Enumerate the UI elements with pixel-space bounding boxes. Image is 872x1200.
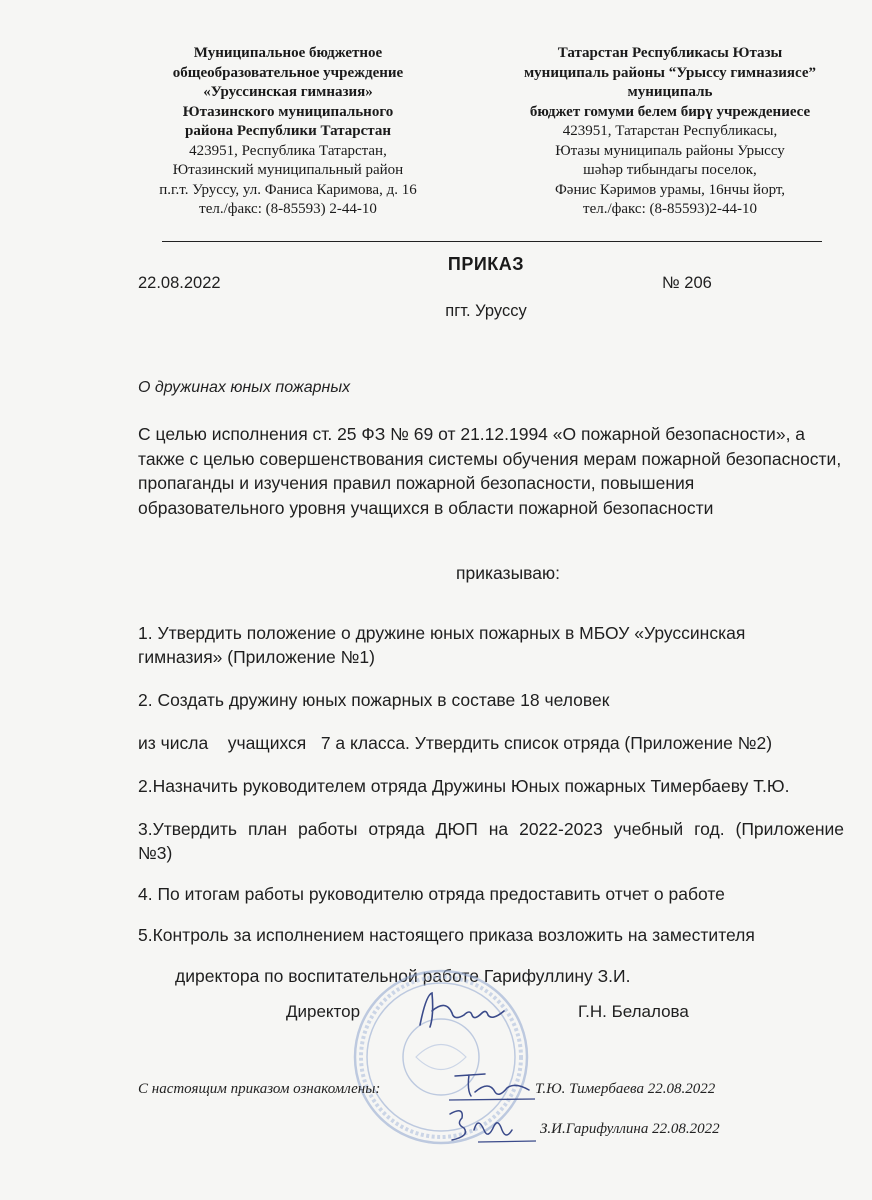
header-left-line: района Республики Татарстан <box>185 123 391 139</box>
item-4-line-2: №3) <box>138 843 173 863</box>
item-4-line-1: 3.Утвердить план работы отряда ДЮП на 2022-2023 учебный год. (Приложение <box>138 819 844 839</box>
header-left <box>118 44 458 220</box>
header-right-line: муниципаль районы “Урыссу гимназиясе” <box>523 64 817 81</box>
header-right-line: Ютазы муниципаль районы Урыссу <box>555 142 785 159</box>
item-1-line-2: гимназия» (Приложение №1) <box>138 647 375 667</box>
order-date: 22.08.2022 <box>138 274 221 292</box>
item-1-line-1: 1. Утвердить положение о дружине юных пожарных в МБОУ «Уруссинская <box>138 623 746 643</box>
item-2-line-1: 2. Создать дружину юных пожарных в составе 18 человек <box>138 690 610 710</box>
order-number: № 206 <box>662 274 712 292</box>
header-right-line: Татарстан Республикасы Ютазы <box>557 45 783 61</box>
header-left-line: п.г.т. Уруссу, ул. Фаниса Каримова, д. 16 <box>159 181 417 198</box>
header-right-line: шәһәр тибындагы поселок, <box>583 162 757 178</box>
header-left-line: общеобразовательное учреждение <box>172 64 404 81</box>
signature-name: Г.Н. Белалова <box>578 1002 689 1021</box>
item-3: 2.Назначить руководителем отряда Дружины Юных пожарных Тимербаеву Т.Ю. <box>138 776 790 796</box>
header-left-line: 423951, Республика Татарстан, <box>189 142 387 159</box>
item-5: 4. По итогам работы руководителю отряда предоставить отчет о работе <box>138 884 725 904</box>
item-6-line-2: директора по воспитательной работе Гарифуллину З.И. <box>175 966 631 986</box>
header-right-line: бюджет гомуми белем бирү учреждениесе <box>529 103 811 120</box>
header-right-line: муниципаль <box>627 84 713 100</box>
header-left-line: Муниципальное бюджетное <box>193 45 383 61</box>
item-2-line-2: из числа учащихся 7 а класса. Утвердить список отряда (Приложение №2) <box>138 733 773 753</box>
acknowledgement-person-2: З.И.Гарифуллина 22.08.2022 <box>540 1121 720 1137</box>
header-right-line: Фәнис Кәримов урамы, 16нчы йорт, <box>554 181 786 198</box>
order-place: пгт. Уруссу <box>445 302 527 320</box>
signature-position: Директор <box>286 1002 361 1021</box>
preamble-paragraph: С целью исполнения ст. 25 ФЗ № 69 от 21.12.1994 «О пожарной безопасности», а также с целью совершенствования системы обучения мерам пожарной безопасности, пропаганды и изучения правил пожарной безопасности, повышения образовательного уровня учащихся в области пожарной безопасности <box>138 424 842 518</box>
item-6-line-1: 5.Контроль за исполнением настоящего приказа возложить на заместителя <box>138 925 755 945</box>
header-left-line: «Уруссинская гимназия» <box>203 84 373 100</box>
header-left-line: тел./факс: (8-85593) 2-44-10 <box>199 201 377 217</box>
acknowledgement-person-1: Т.Ю. Тимербаева 22.08.2022 <box>535 1081 716 1097</box>
header-right-line: 423951, Татарстан Республикасы, <box>562 123 778 139</box>
order-subject: О дружинах юных пожарных <box>138 379 351 396</box>
order-title: ПРИКАЗ <box>447 254 525 274</box>
acknowledgement-label: С настоящим приказом ознакомлены: <box>138 1081 381 1097</box>
order-word: приказываю: <box>456 563 560 583</box>
header-left-line: Ютазинский муниципальный район <box>172 162 404 178</box>
acknowledgement-signature-2 <box>438 1100 538 1150</box>
header-right <box>490 44 850 220</box>
header-left-line: Ютазинского муниципального <box>182 103 394 120</box>
header-divider <box>162 241 822 242</box>
director-handwritten-signature <box>412 985 512 1035</box>
header-right-line: тел./факс: (8-85593)2-44-10 <box>583 201 757 217</box>
